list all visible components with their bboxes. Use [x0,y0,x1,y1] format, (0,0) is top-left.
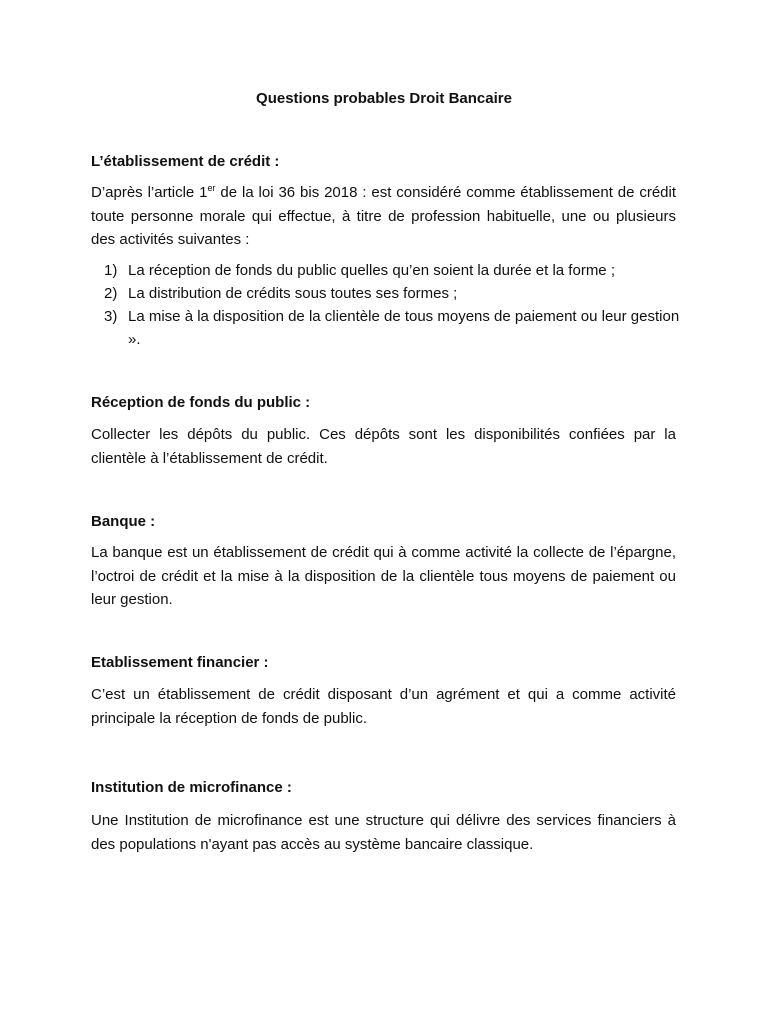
section-heading-etablissement-financier: Etablissement financier : [91,654,269,671]
paragraph-text-start: D’après l’article 1 [91,184,208,201]
section-heading-reception-fonds: Réception de fonds du public : [91,394,311,411]
list-item-text: La distribution de crédits sous toutes ses formes ; [128,285,458,302]
list-item [91,282,681,305]
paragraph-text-end: de la loi 36 bis 2018 : est considéré comme établissement de crédit toute personne morale qui effectue, à titre de profession habituelle, une ou plusieurs des activités suivantes : [91,184,677,248]
list-item-text: La réception de fonds du public quelles qu’en soient la durée et la forme ; [128,262,615,279]
section-paragraph-etablissement-financier: C’est un établissement de crédit disposant d’un agrément et qui a comme activité principale la réception de fonds de public. [91,686,676,727]
ordinal-superscript: er [207,183,216,193]
list-item-text: La mise à la disposition de la clientèle de tous moyens de paiement ou leur gestion ». [128,308,680,348]
activities-list [91,259,681,351]
list-item [91,259,681,282]
list-item-number: 2) [104,285,118,302]
section-paragraph-banque: La banque est un établissement de crédit qui à comme activité la collecte de l’épargne, l’octroi de crédit et la mise à la disposition de la clientèle tous moyens de paiement ou leur gestion. [91,544,676,608]
list-item [91,305,681,351]
list-item-number: 3) [104,308,118,325]
document-title: Questions probables Droit Bancaire [256,90,512,107]
section-paragraph-microfinance: Une Institution de microfinance est une structure qui délivre des services financiers à des populations n'ayant pas accès au système bancaire classique. [91,812,676,853]
section-paragraph-reception-fonds: Collecter les dépôts du public. Ces dépôts sont les disponibilités confiées par la clientèle à l’établissement de crédit. [91,426,676,467]
section-heading-banque: Banque : [91,513,156,530]
section-heading-etablissement-credit: L’établissement de crédit : [91,153,280,170]
list-item-number: 1) [104,262,118,279]
section-paragraph-etablissement-credit [91,181,676,252]
section-heading-microfinance: Institution de microfinance : [91,779,292,796]
